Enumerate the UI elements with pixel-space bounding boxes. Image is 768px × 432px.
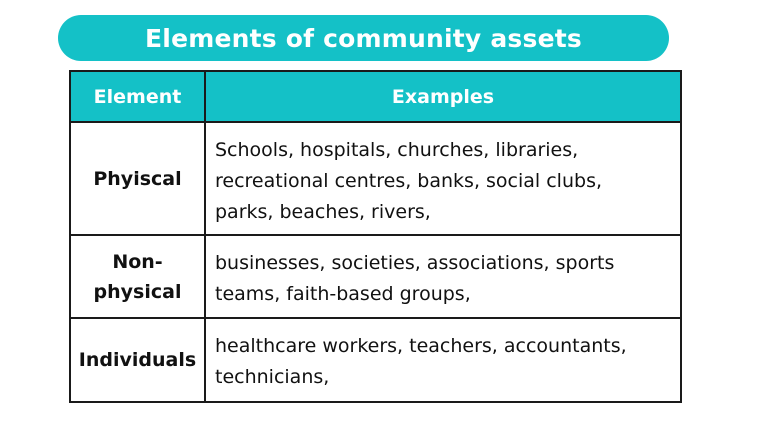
examples-cell-non-physical	[205, 235, 681, 318]
element-label: Phyiscal	[93, 167, 182, 190]
table-row	[70, 122, 681, 235]
examples-line: teams, faith-based groups,	[215, 283, 471, 305]
element-label: Individuals	[78, 349, 197, 371]
element-label: physical	[93, 280, 182, 303]
header-examples: Examples	[205, 71, 681, 122]
element-cell-physical	[70, 122, 205, 235]
examples-line: recreational centres, banks, social clubs,	[215, 170, 603, 192]
examples-line: Schools, hospitals, churches, libraries,	[215, 139, 579, 161]
element-cell-individuals	[70, 318, 205, 402]
community-assets-table	[69, 70, 682, 403]
element-cell-non-physical	[70, 235, 205, 318]
examples-line: businesses, societies, associations, sports	[215, 252, 615, 274]
page-title-text: Elements of community assets	[145, 23, 582, 53]
examples-cell-physical	[205, 122, 681, 235]
element-label: Non-	[112, 250, 163, 273]
table-row	[70, 318, 681, 402]
examples-line: healthcare workers, teachers, accountants,	[215, 335, 627, 357]
examples-cell-individuals	[205, 318, 681, 402]
page-title	[58, 15, 669, 61]
table-row	[70, 235, 681, 318]
table-header-row	[70, 71, 681, 122]
examples-line: parks, beaches, rivers,	[215, 201, 431, 223]
examples-line: technicians,	[215, 366, 330, 388]
header-element: Element	[70, 71, 205, 122]
